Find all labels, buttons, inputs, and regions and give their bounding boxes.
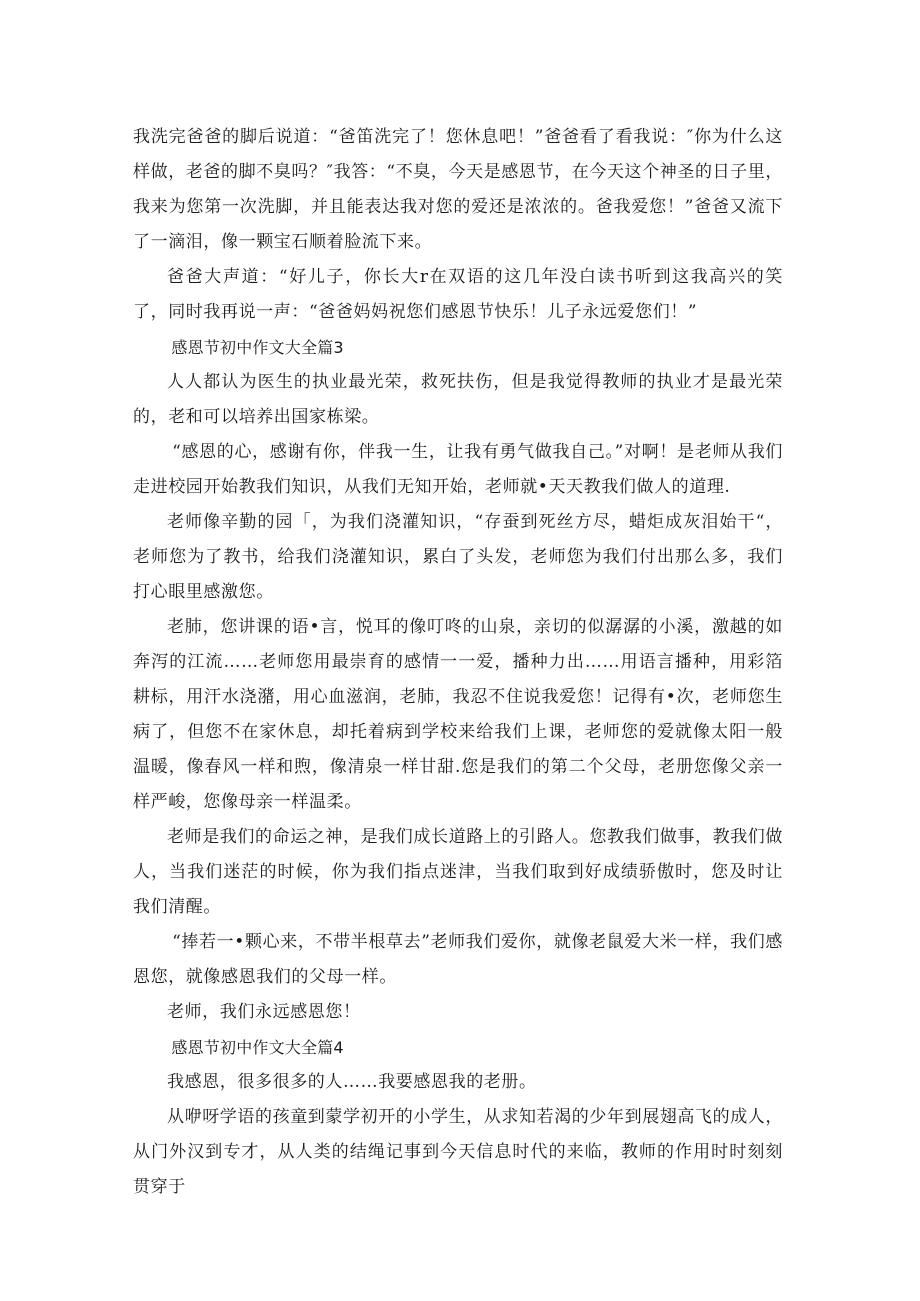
paragraph-many-people: 我感恩，很多很多的人……我要感恩我的老册。 — [167, 1072, 537, 1092]
paragraph-teacher-honor: 人人都认为医生的执业最光荣，救死扶伤，但是我觉得教师的执业才是最光荣的，老和可以培养出国家栋梁。 — [133, 372, 783, 427]
paragraph-gardener: 老师像辛勤的园「，为我们浇灌知识，“存蚕到死丝方尽，蜡炬成灰泪始干“，老师您为了教书，给我们浇灌知识，累白了头发，老师您为我们付出那么多，我们打心眼里感激您。 — [133, 512, 783, 602]
section-heading-3: 感恩节初中作文大全篇3 — [171, 338, 344, 357]
paragraph-teacher-voice: 老肺，您讲课的语•言，悦耳的像叮咚的山泉，亲切的似潺潺的小溪，激越的如奔泻的江流……老师您用最崇育的感情一一爱，播种力出……用语言播种，用彩箔耕标，用汗水浇潴，用心血滋润，老肺，我忍不住说我爱您！记得有•次，老师您生病了，但您不在家休息，却托着病到学校来给我们上课，老师您的爱就像太阳一般温暖，像春风一样和煦，像清泉一样甘甜.您是我们的第二个父母，老册您像父亲一样严峻，您像母亲一样温柔。 — [133, 617, 783, 812]
paragraph-teacher-role: 从咿呀学语的孩童到蒙学初开的小学生，从求知若渴的少年到展翅高飞的成人，从门外汉到专才，从人类的结绳记事到今天信息时代的来临，教师的作用时时刻刻贯穿于 — [133, 1107, 783, 1197]
paragraph-grateful-heart: “感恩的心，感谢有你，伴我一生，让我有勇气做我自己。”对啊！是老师从我们走进校园开始教我们知识，从我们无知开始，老师就•天天教我们做人的道理. — [133, 442, 783, 497]
section-heading-4: 感恩节初中作文大全篇4 — [171, 1038, 344, 1057]
paragraph-whole-heart: “捧若一•颗心来，不带半根草去”老师我们爱你，就像老鼠爱大米一样，我们感恩您，就像感恩我们的父母一样。 — [133, 932, 783, 987]
paragraph-guide: 老师是我们的命运之神，是我们成长道路上的引路人。您教我们做事，教我们做人，当我们迷茫的时候，你为我们指点迷津，当我们取到好成绩骄傲时，您及时让我们清醒。 — [133, 827, 783, 917]
document-body — [133, 120, 783, 1205]
paragraph-father-speaks: 爸爸大声道：“好儿子，你长大r在双语的这几年没白读书听到这我高兴的笑了，同时我再说一声：“爸爸妈妈祝您们感恩节快乐！儿子永远爱您们！” — [133, 267, 783, 322]
paragraph-forever-grateful: 老师，我们永远感恩您！ — [167, 1002, 361, 1022]
paragraph-wash-feet: 我洗完爸爸的脚后说道：“爸笛洗完了！您休息吧！”爸爸看了看我说：″你为什么这样做，老爸的脚不臭吗？″我答：“不臭，今天是感恩节，在今天这个神圣的日子里，我来为您第一次洗脚，并且能表达我对您的爱还是浓浓的。爸我爱您！”爸爸又流下了一滴泪，像一颗宝石顺着脸流下来。 — [133, 127, 783, 252]
